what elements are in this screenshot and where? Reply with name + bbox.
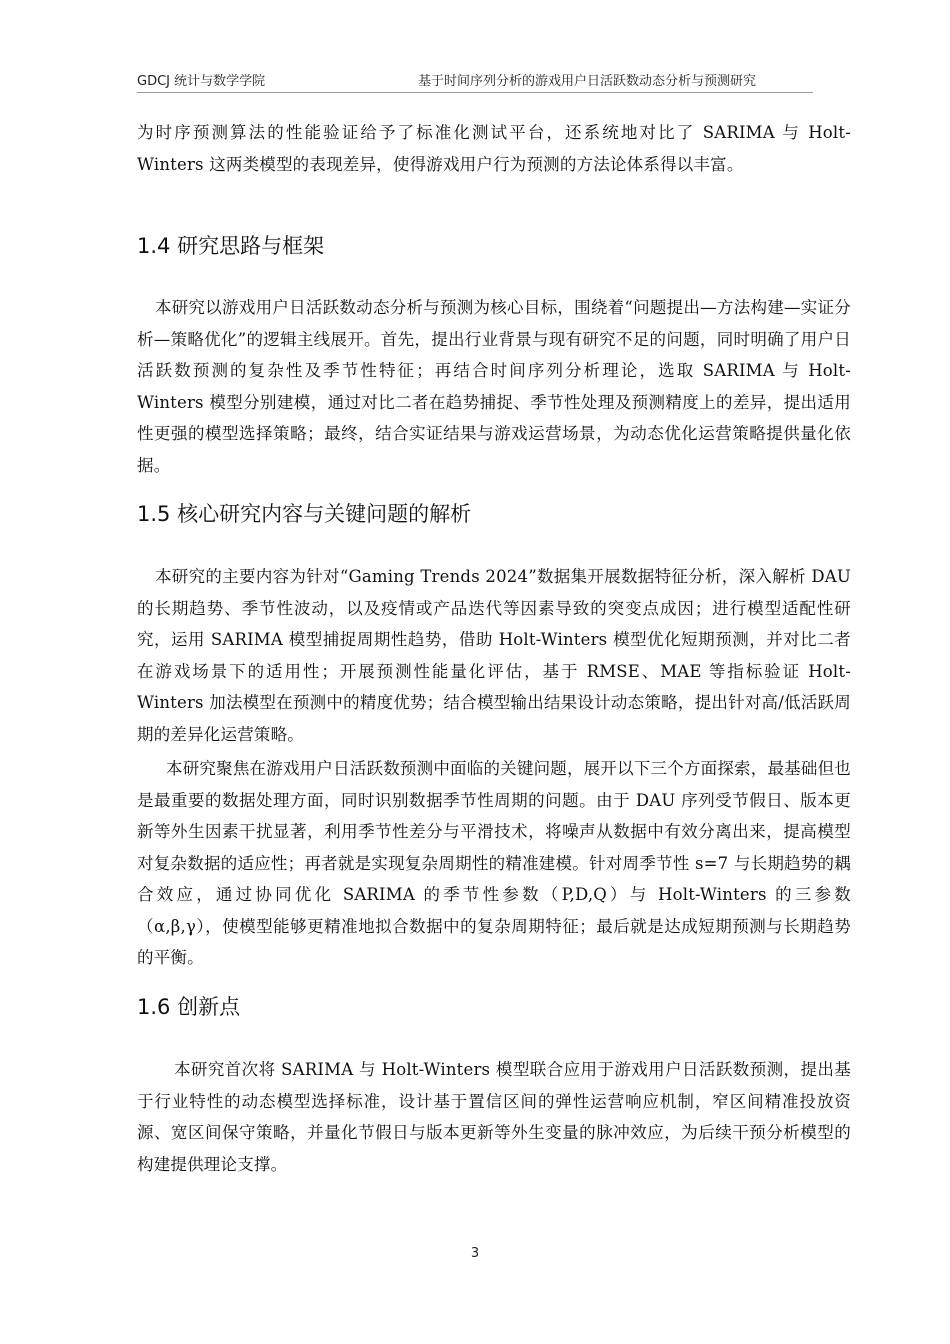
section-heading-1-4: 1.4 研究思路与框架 <box>137 234 325 258</box>
header-institution: GDCJ 统计与数学学院 <box>137 74 266 89</box>
paragraph-key-problems: 本研究聚焦在游戏用户日活跃数预测中面临的关键问题，展开以下三个方面探索，最基础但也是最重要的数据处理方面，同时识别数据季节性周期的问题。由于 DAU 序列受节假日、版本更新等外生因素干扰显著，利用季节性差分与平滑技术，将噪声从数据中有效分离出来，提高模型对复杂数据的适应性；再者就是实现复杂周期性的精准建模。针对周季节性 s=7 与长期趋势的耦合效应，通过协同优化 SARIMA 的季节性参数（P,D,Q）与 Holt-Winters 的三参数（α,β,γ），使模型能够更精准地拟合数据中的复杂周期特征；最后就是达成短期预测与长期趋势的平衡。 <box>137 759 851 967</box>
paragraph-research-framework: 本研究以游戏用户日活跃数动态分析与预测为核心目标，围绕着“问题提出—方法构建—实证分析—策略优化”的逻辑主线展开。首先，提出行业背景与现有研究不足的问题，同时明确了用户日活跃数预测的复杂性及季节性特征；再结合时间序列分析理论，选取 SARIMA 与 Holt-Winters 模型分别建模，通过对比二者在趋势捕捉、季节性处理及预测精度上的差异，提出适用性更强的模型选择策略；最终，结合实证结果与游戏运营场景，为动态优化运营策略提供量化依据。 <box>137 298 851 475</box>
paragraph-contribution-end: 为时序预测算法的性能验证给予了标准化测试平台，还系统地对比了 SARIMA 与 Holt-Winters 这两类模型的表现差异，使得游戏用户行为预测的方法论体系得以丰富。 <box>137 123 851 174</box>
section-heading-1-5: 1.5 核心研究内容与关键问题的解析 <box>137 502 472 526</box>
paragraph-core-content: 本研究的主要内容为针对“Gaming Trends 2024”数据集开展数据特征分析，深入解析 DAU 的长期趋势、季节性波动，以及疫情或产品迭代等因素导致的突变点成因；进行模型适配性研究，运用 SARIMA 模型捕捉周期性趋势，借助 Holt-Winters 模型优化短期预测，并对比二者在游戏场景下的适用性；开展预测性能量化评估，基于 RMSE、MAE 等指标验证 Holt-Winters 加法模型在预测中的精度优势；结合模型输出结果设计动态策略，提出针对高/低活跃周期的差异化运营策略。 <box>137 567 851 744</box>
header-divider <box>137 92 813 93</box>
header-paper-title: 基于时间序列分析的游戏用户日活跃数动态分析与预测研究 <box>418 74 757 89</box>
section-heading-1-6: 1.6 创新点 <box>137 995 241 1019</box>
page-number: 3 <box>470 1246 480 1261</box>
paragraph-innovations: 本研究首次将 SARIMA 与 Holt-Winters 模型联合应用于游戏用户日活跃数预测，提出基于行业特性的动态模型选择标准，设计基于置信区间的弹性运营响应机制，窄区间精准投放资源、宽区间保守策略，并量化节假日与版本更新等外生变量的脉冲效应，为后续干预分析模型的构建提供理论支撑。 <box>137 1060 851 1174</box>
